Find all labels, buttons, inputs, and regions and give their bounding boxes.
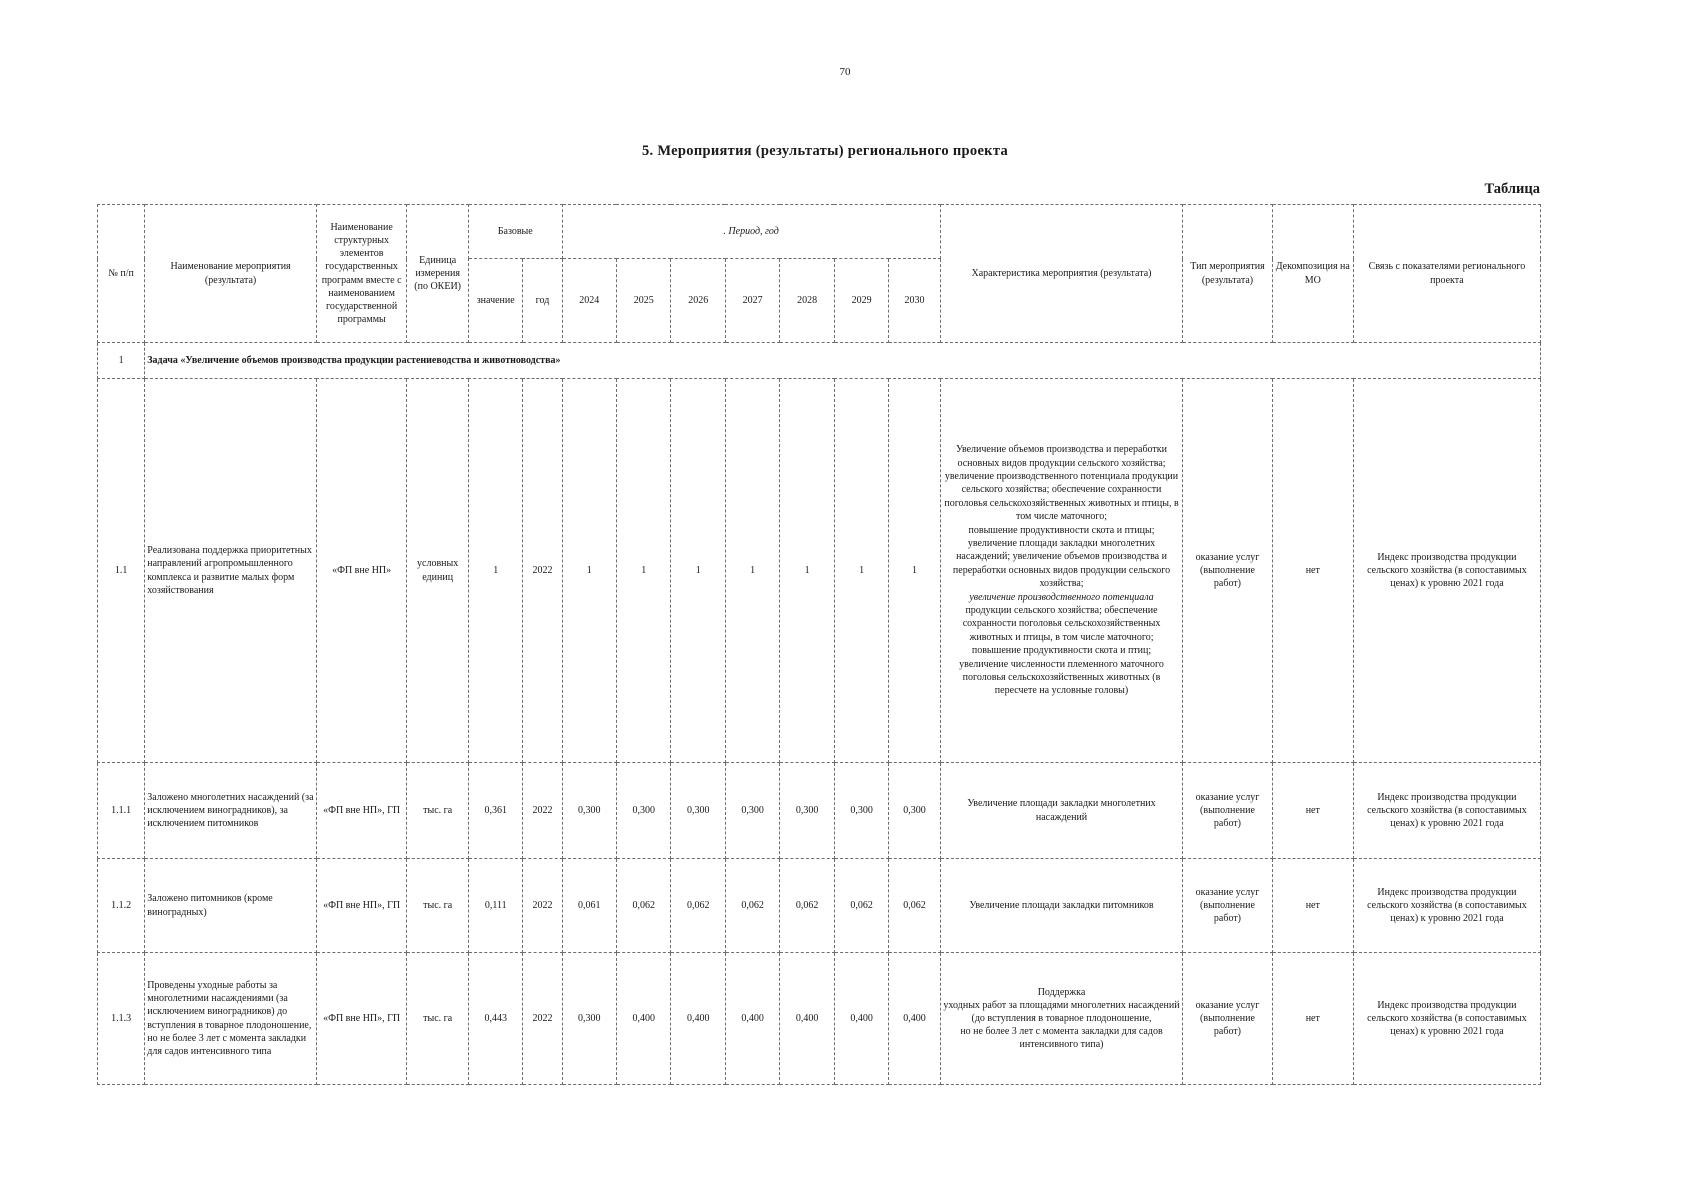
page-number: 70 (839, 66, 851, 78)
header-decomposition: Декомпозиция на МО (1272, 205, 1353, 343)
row-value-2029: 0,300 (834, 763, 888, 859)
header-year: 2026 (671, 259, 725, 343)
row-value-2030: 0,300 (889, 763, 940, 859)
table-row (98, 379, 1541, 763)
row-value-2030: 1 (889, 379, 940, 763)
row-value-2029: 1 (834, 379, 888, 763)
header-type: Тип мероприятия (результата) (1183, 205, 1272, 343)
header-struct: Наименование структурных элементов государственных программ вместе с наименованием государственной программы (316, 205, 406, 343)
row-num: 1.1.1 (98, 763, 145, 859)
header-base: Базовые (468, 205, 562, 259)
characteristic-line: увеличение производственного потенциала продукции сельского хозяйства; обеспечение сохранности поголовья сельскохозяйственных животных и птицы, в том числе маточного; (944, 471, 1179, 523)
row-name: Заложено питомников (кроме виноградных) (145, 859, 317, 953)
row-value-2029: 0,400 (834, 953, 888, 1085)
row-value-2025: 0,300 (616, 763, 670, 859)
table-row (98, 953, 1541, 1085)
row-characteristic (940, 379, 1183, 763)
row-value-2025: 0,400 (616, 953, 670, 1085)
row-base-year: 2022 (523, 953, 562, 1085)
row-characteristic (940, 953, 1183, 1085)
row-value-2027: 1 (725, 379, 779, 763)
header-year: 2030 (889, 259, 940, 343)
row-num: 1.1.2 (98, 859, 145, 953)
row-value-2030: 0,062 (889, 859, 940, 953)
row-unit: тыс. га (407, 859, 469, 953)
row-type: оказание услуг (выполнение работ) (1183, 953, 1272, 1085)
row-type: оказание услуг (выполнение работ) (1183, 379, 1272, 763)
row-value-2027: 0,300 (725, 763, 779, 859)
header-base-value: значение (468, 259, 522, 343)
row-base-value: 0,443 (468, 953, 522, 1085)
task-row (98, 343, 1541, 379)
row-struct: «ФП вне НП», ГП (316, 953, 406, 1085)
header-row-1 (98, 205, 1541, 259)
row-value-2024: 0,061 (562, 859, 616, 953)
row-struct: «ФП вне НП», ГП (316, 763, 406, 859)
task-num: 1 (98, 343, 145, 379)
row-value-2030: 0,400 (889, 953, 940, 1085)
row-base-value: 1 (468, 379, 522, 763)
row-value-2025: 0,062 (616, 859, 670, 953)
row-name: Проведены уходные работы за многолетними насаждениями (за исключением виноградников) до вступления в товарное плодоношение, но не более 3 лет с момента закладки для садов интенсивного типа (145, 953, 317, 1085)
row-base-value: 0,361 (468, 763, 522, 859)
row-value-2024: 0,300 (562, 953, 616, 1085)
row-unit: тыс. га (407, 953, 469, 1085)
header-year: 2029 (834, 259, 888, 343)
row-value-2027: 0,062 (725, 859, 779, 953)
header-year: 2028 (780, 259, 834, 343)
row-base-year: 2022 (523, 379, 562, 763)
characteristic-line: но не более 3 лет с момента закладки для садов интенсивного типа) (960, 1026, 1163, 1051)
row-link: Индекс производства продукции сельского хозяйства (в сопоставимых ценах) к уровню 2021 года (1353, 859, 1540, 953)
characteristic-line: повышение продуктивности скота и птиц; (971, 645, 1152, 657)
row-num: 1.1.3 (98, 953, 145, 1085)
row-decomposition: нет (1272, 859, 1353, 953)
row-decomposition: нет (1272, 379, 1353, 763)
header-base-year: год (523, 259, 562, 343)
row-value-2026: 0,062 (671, 859, 725, 953)
row-unit: условных единиц (407, 379, 469, 763)
header-link: Связь с показателями регионального проекта (1353, 205, 1540, 343)
row-link: Индекс производства продукции сельского хозяйства (в сопоставимых ценах) к уровню 2021 года (1353, 379, 1540, 763)
row-link: Индекс производства продукции сельского хозяйства (в сопоставимых ценах) к уровню 2021 года (1353, 953, 1540, 1085)
row-struct: «ФП вне НП», ГП (316, 859, 406, 953)
row-unit: тыс. га (407, 763, 469, 859)
characteristic-line: увеличение производственного потенциала (969, 591, 1154, 603)
header-period: . Период, год (562, 205, 940, 259)
characteristic-line: повышение продуктивности скота и птицы; (968, 524, 1155, 536)
header-year: 2027 (725, 259, 779, 343)
row-value-2028: 0,400 (780, 953, 834, 1085)
row-link: Индекс производства продукции сельского хозяйства (в сопоставимых ценах) к уровню 2021 года (1353, 763, 1540, 859)
table-label: Таблица (1484, 181, 1540, 197)
header-unit: Единица измерения (по ОКЕИ) (407, 205, 469, 343)
table-row (98, 763, 1541, 859)
row-value-2026: 1 (671, 379, 725, 763)
measures-table (97, 204, 1541, 1085)
characteristic-line: увеличение площади закладки многолетних насаждений; увеличение объемов производства и переработки основных видов продукции сельского хозяйства; (952, 538, 1171, 590)
table-row (98, 859, 1541, 953)
row-type: оказание услуг (выполнение работ) (1183, 763, 1272, 859)
row-value-2029: 0,062 (834, 859, 888, 953)
row-base-year: 2022 (523, 859, 562, 953)
row-value-2027: 0,400 (725, 953, 779, 1085)
row-value-2026: 0,300 (671, 763, 725, 859)
row-value-2028: 0,300 (780, 763, 834, 859)
page-title: 5. Мероприятия (результаты) регионального проекта (641, 143, 1008, 159)
row-value-2025: 1 (616, 379, 670, 763)
row-value-2026: 0,400 (671, 953, 725, 1085)
header-characteristic: Характеристика мероприятия (результата) (940, 205, 1183, 343)
characteristic-line: Увеличение объемов производства и переработки основных видов продукции сельского хозяйства; (956, 444, 1168, 469)
row-decomposition: нет (1272, 763, 1353, 859)
row-value-2028: 0,062 (780, 859, 834, 953)
characteristic-line: уходных работ за площадями многолетних насаждений (до вступления в товарное плодоношение, (943, 999, 1180, 1024)
row-value-2024: 1 (562, 379, 616, 763)
row-num: 1.1 (98, 379, 145, 763)
header-num: № п/п (98, 205, 145, 343)
row-value-2024: 0,300 (562, 763, 616, 859)
row-type: оказание услуг (выполнение работ) (1183, 859, 1272, 953)
row-value-2028: 1 (780, 379, 834, 763)
row-struct: «ФП вне НП» (316, 379, 406, 763)
header-year: 2024 (562, 259, 616, 343)
characteristic-line: продукции сельского хозяйства; обеспечение сохранности поголовья сельскохозяйственных животных и птицы, в том числе маточного; (962, 604, 1161, 643)
characteristic-line: увеличение численности племенного маточного поголовья сельскохозяйственных животных (в пересчете на условные головы) (959, 658, 1164, 697)
row-decomposition: нет (1272, 953, 1353, 1085)
row-name: Реализована поддержка приоритетных направлений агропромышленного комплекса и развитие малых форм хозяйствования (145, 379, 317, 763)
row-characteristic: Увеличение площади закладки многолетних насаждений (940, 763, 1183, 859)
row-name: Заложено многолетних насаждений (за исключением виноградников), за исключением питомников (145, 763, 317, 859)
header-year: 2025 (616, 259, 670, 343)
row-characteristic: Увеличение площади закладки питомников (940, 859, 1183, 953)
header-name: Наименование мероприятия (результата) (145, 205, 317, 343)
row-base-year: 2022 (523, 763, 562, 859)
task-text: Задача «Увеличение объемов производства продукции растениеводства и животноводства» (145, 343, 1541, 379)
characteristic-line: Поддержка (1037, 986, 1086, 998)
row-base-value: 0,111 (468, 859, 522, 953)
